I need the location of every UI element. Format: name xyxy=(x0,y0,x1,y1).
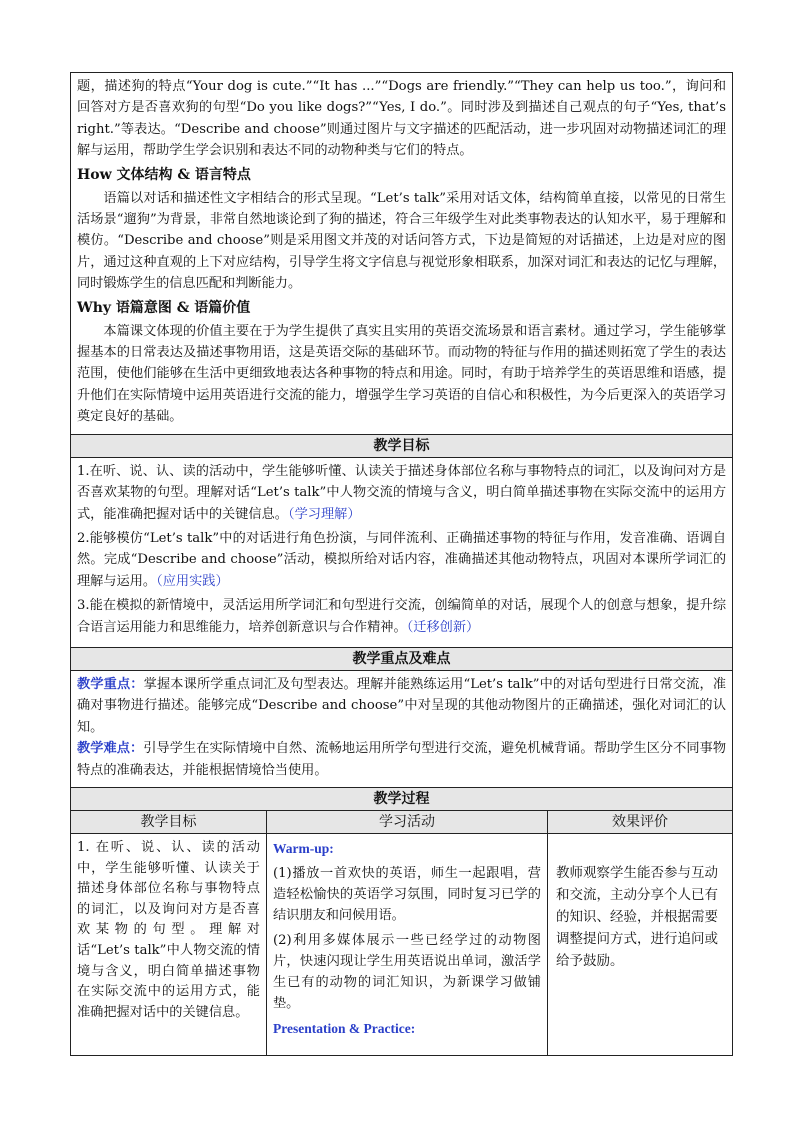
process-activity-cell xyxy=(267,833,548,1055)
objective-tag: （学习理解） xyxy=(288,506,361,522)
process-evaluation-cell: 教师观察学生能否参与互动和交流，主动分享个人已有的知识、经验，并根据需要调整提问方式，进行追问或给予鼓励。 xyxy=(548,833,733,1055)
lesson-plan-table xyxy=(70,72,732,1056)
focus-paragraph: 教学重点：掌握本课所学重点词汇及句型表达。理解并能熟练运用“Let’s talk”中的对话句型进行日常交流，准确对事物进行描述。能够完成“Describe and choose”中对呈现的其他动物图片的正确描述，强化对词汇的认知。 xyxy=(77,676,727,735)
key-points-title: 教学重点及难点 xyxy=(71,647,733,670)
col-activity-header: 学习活动 xyxy=(267,810,548,833)
objective-item-2: 2.能够模仿“Let’s talk”中的对话进行角色扮演，与同伴流利、正确描述事物的特征与作用，发音准确、语调自然。完成“Describe and choose”活动，模拟所给对话内容，准确描述其他动物特点，巩固对本课所学词汇的理解与运用。（应用实践） xyxy=(77,530,727,589)
difficulty-label: 教学难点： xyxy=(77,741,144,757)
activity-1: (1)播放一首欢快的英语，师生一起跟唱，营造轻松愉快的英语学习氛围，同时复习已学的结识朋友和问候用语。 xyxy=(273,865,541,923)
objective-tag: （应用实践） xyxy=(156,573,229,589)
how-heading: How 文体结构 & 语言特点 xyxy=(77,166,251,183)
presentation-label: Presentation & Practice: xyxy=(273,1020,416,1036)
process-title: 教学过程 xyxy=(71,787,733,810)
intro-paragraph: 题，描述狗的特点“Your dog is cute.”“It has ...”“Dogs are friendly.”“They can help us too.”，询问和回答对方是否喜欢狗的句型“Do you like dogs?”“Yes, I do.”。同时涉及到描述自己观点的句子“Yes, that’s right.”等表达。“Describe and choose”则通过图片与文字描述的匹配活动，进一步巩固对动物描述词汇的理解与运用，帮助学生学会识别和表达不同的动物种类与它们的特点。 xyxy=(77,79,727,159)
col-evaluation-header: 效果评价 xyxy=(548,810,733,833)
activity-2: (2)利用多媒体展示一些已经学过的动物图片，快速闪现让学生用英语说出单词，激活学生已有的动物的词汇知识，为新课学习做铺垫。 xyxy=(273,932,541,1011)
why-paragraph: 本篇课文体现的价值主要在于为学生提供了真实且实用的英语交流场景和语言素材。通过学习，学生能够掌握基本的日常表达及描述事物用语，这是英语交际的基础环节。而动物的特征与作用的描述则拓宽了学生的表达范围，使他们能够在生活中更细致地表达各种事物的特点和用途。同时，有助于培养学生的英语思维和语感，提升他们在实际情境中运用英语进行交流的能力，增强学生学习英语的自信心和积极性，为今后更深入的英语学习奠定良好的基础。 xyxy=(77,323,727,425)
objectives-list xyxy=(71,457,733,647)
objective-tag: （迁移创新） xyxy=(406,619,480,635)
focus-label: 教学重点： xyxy=(77,676,144,692)
objective-item-3: 3.能在模拟的新情境中，灵活运用所学词汇和句型进行交流，创编简单的对话，展现个人的创意与想象，提升综合语言运用能力和思维能力，培养创新意识与合作精神。（迁移创新） xyxy=(77,598,727,635)
process-objective-cell: 1. 在听、说、认、读的活动中，学生能够听懂、认读关于描述身体部位名称与事物特点的词汇，以及询问对方是否喜欢某物的句型。理解对话“Let’s talk”中人物交流的情境与含义，明白简单描述事物在实际交流中的运用方式，能准确把握对话中的关键信息。 xyxy=(71,833,267,1055)
why-heading: Why 语篇意图 & 语篇价值 xyxy=(77,299,251,316)
objective-item-1: 1.在听、说、认、读的活动中，学生能够听懂、认读关于描述身体部位名称与事物特点的词汇，以及询问对方是否喜欢某物的句型。理解对话“Let’s talk”中人物交流的情境与含义，明白简单描述事物在实际交流中的运用方式，能准确把握对话中的关键信息。（学习理解） xyxy=(77,463,727,522)
col-objective-header: 教学目标 xyxy=(71,810,267,833)
difficulty-paragraph: 教学难点：引导学生在实际情境中自然、流畅地运用所学句型进行交流，避免机械背诵。帮助学生区分不同事物特点的准确表达，并能根据情境恰当使用。 xyxy=(77,741,727,778)
warmup-label: Warm-up: xyxy=(273,840,334,856)
key-points-body xyxy=(71,670,733,787)
analysis-section xyxy=(71,73,733,435)
objectives-title: 教学目标 xyxy=(71,434,733,457)
how-paragraph: 语篇以对话和描述性文字相结合的形式呈现。“Let’s talk”采用对话文体，结构简单直接，以常见的日常生活场景“遛狗”为背景，非常自然地谈论到了狗的描述，符合三年级学生对此类事物表达的认知水平，易于理解和模仿。“Describe and choose”则是采用图文并茂的对话问答方式，下边是简短的对话描述，上边是对应的图片，通过这种直观的上下对应结构，引导学生将文字信息与视觉形象相联系，加深对词汇和表达的记忆与理解，同时锻炼学生的信息匹配和判断能力。 xyxy=(77,190,727,292)
